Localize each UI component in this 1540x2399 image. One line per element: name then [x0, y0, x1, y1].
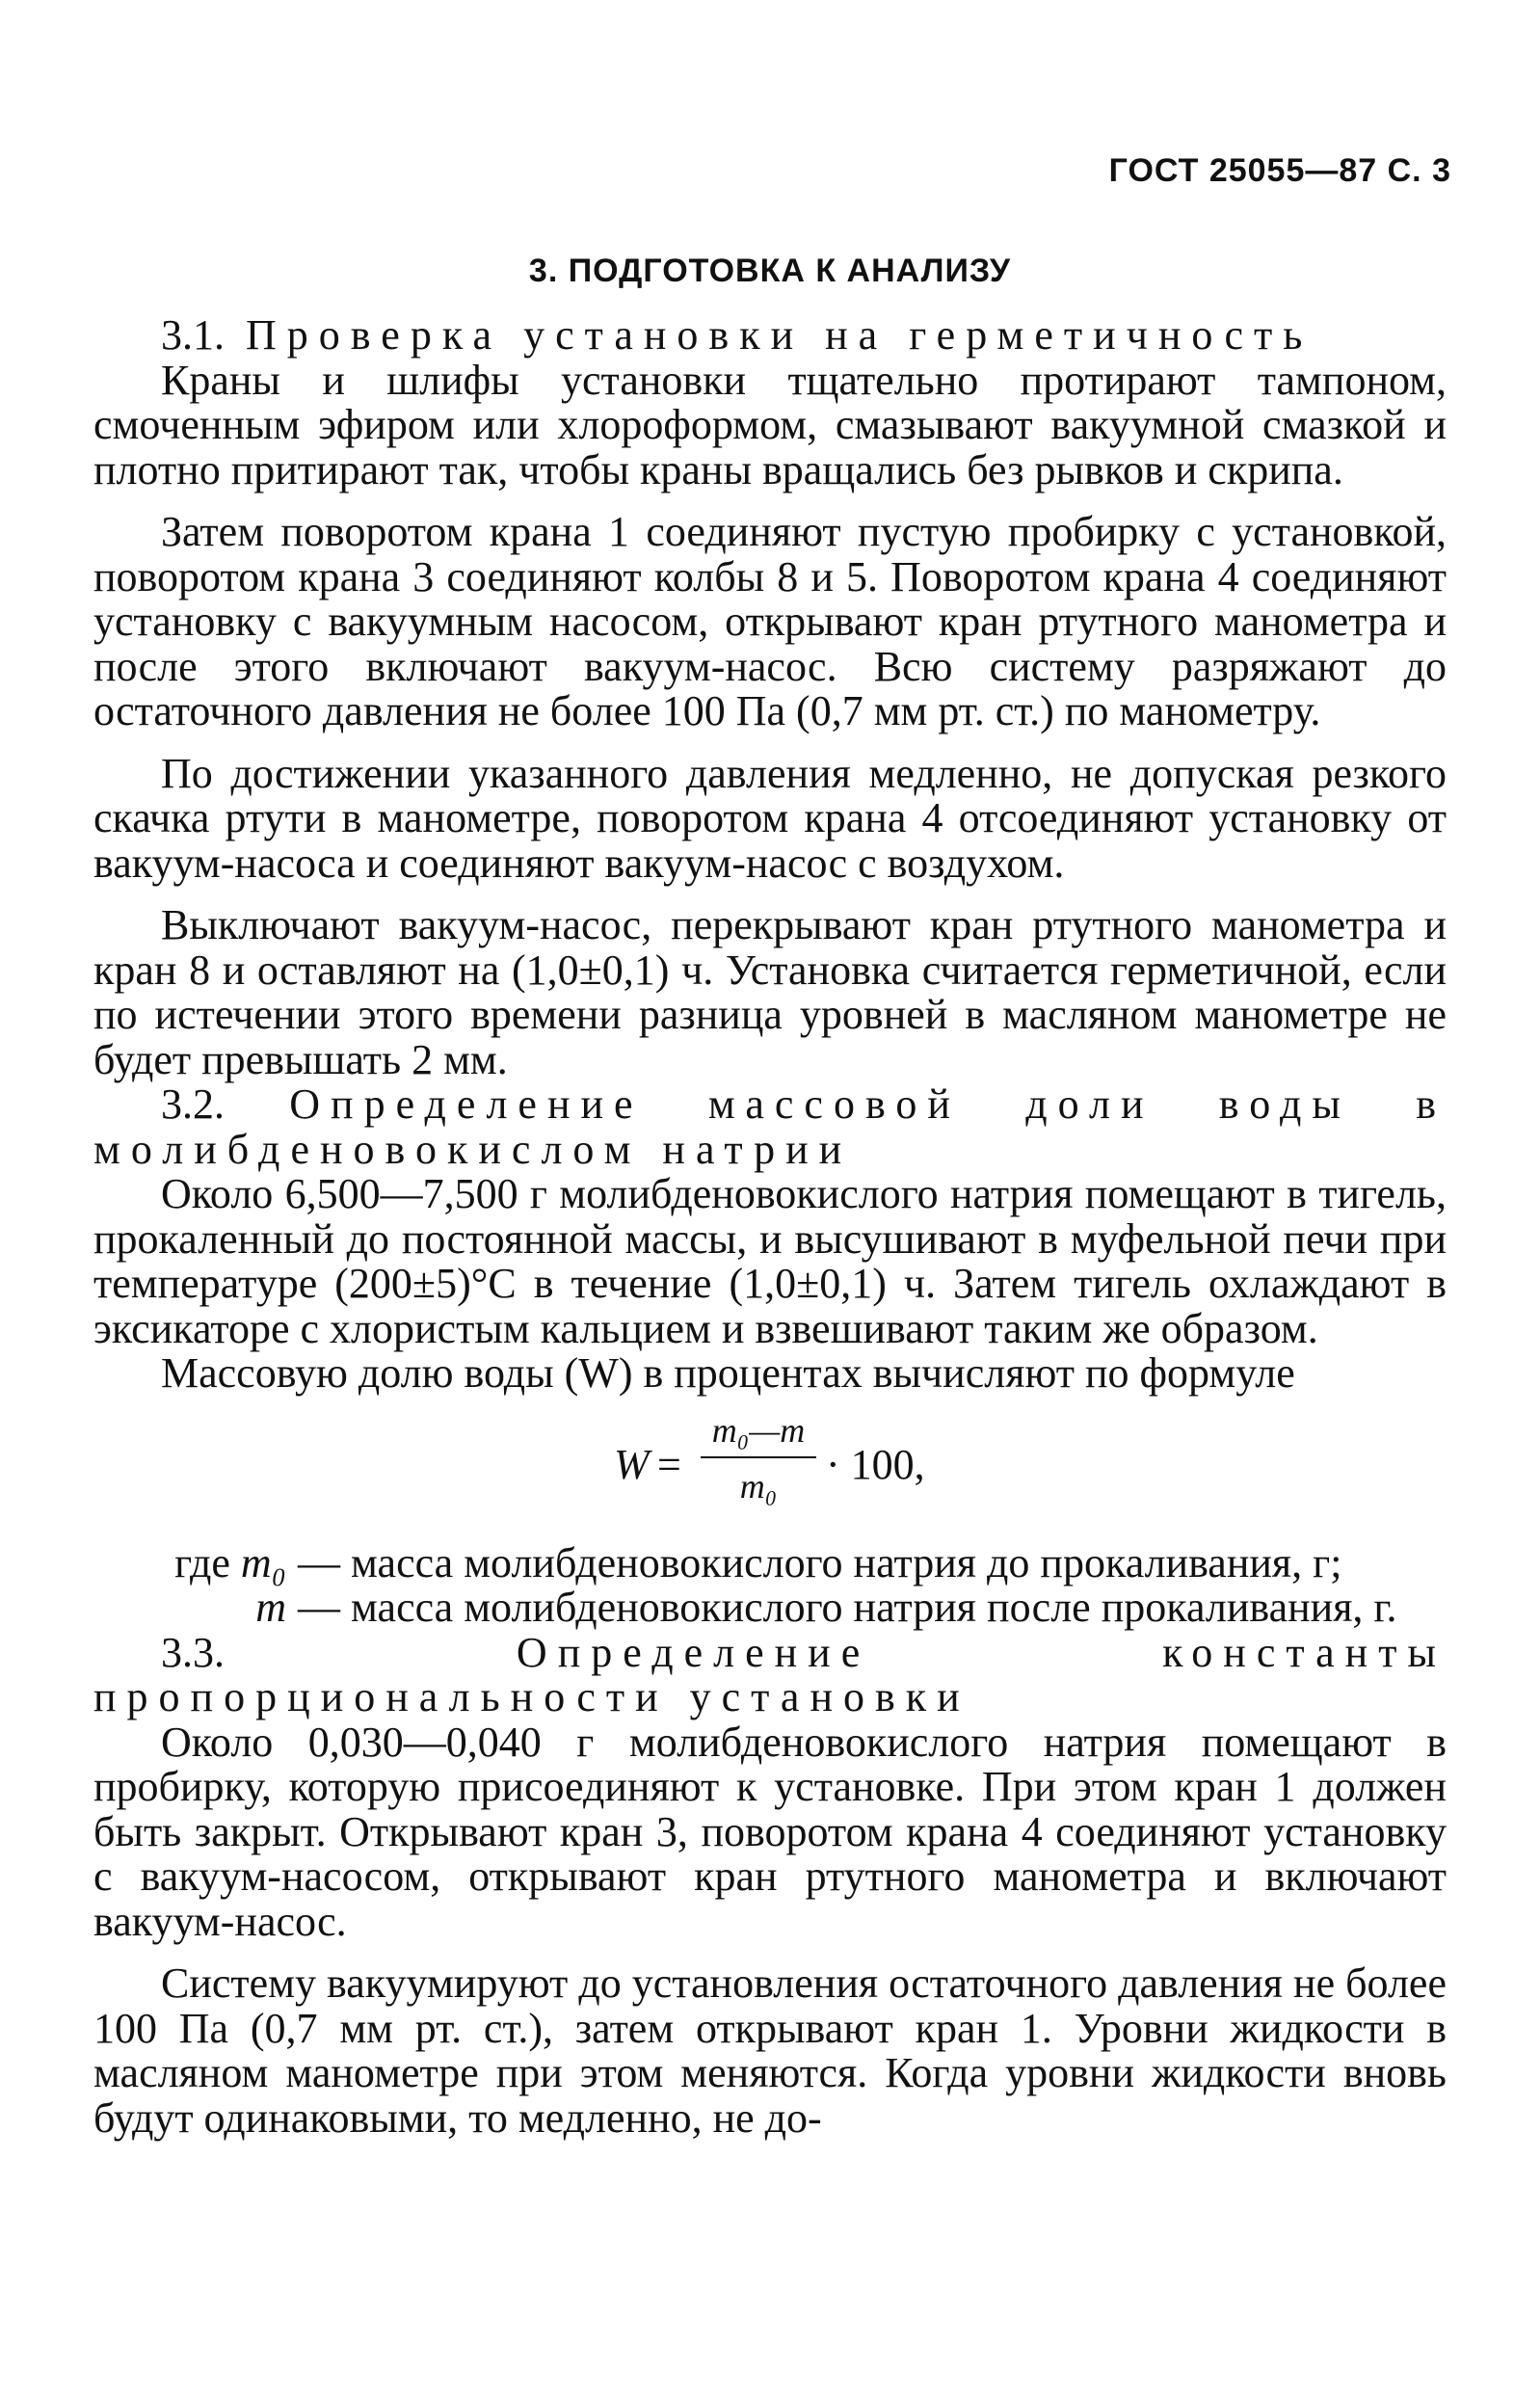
legend-symbol [93, 1586, 298, 1631]
formula-denominator: m₀ [739, 1467, 778, 1506]
legend-row [93, 1538, 1447, 1586]
subsection-heading-3-3 [93, 1628, 1447, 1720]
formula-fraction [701, 1408, 816, 1509]
formula-legend [93, 1538, 1447, 1631]
paragraph: Около 0,030—0,040 г молибденовокислого натрия помещают в пробирку, которую присоединяют к установке. При этом кран 1 должен быть закрыт. Открывают кран 3, поворотом крана 4 соединяют установку с вакуум-насосом, открывают кран ртутного манометра и включают вакуум-насос. [93, 1718, 1447, 1945]
formula-multiplier: · 100, [826, 1440, 925, 1488]
paragraph: По достижении указанного давления медленно, не допуская резкого скачка ртути в манометре, поворотом крана 4 отсоединяют установку от вакуум-насоса и соединяют вакуум-насос с воздухом. [93, 749, 1447, 887]
legend-row [93, 1586, 1447, 1631]
section-title: 3. ПОДГОТОВКА К АНАЛИЗУ [528, 253, 1012, 289]
subsection-title: Проверка установки на герметичность [246, 311, 1314, 359]
legend-sym: m [255, 1584, 286, 1631]
legend-desc: — масса молибденовокислого натрия до прокаливания, г; [298, 1538, 1342, 1586]
paragraph: Около 6,500—7,500 г молибденовокислого натрия помещают в тигель, прокаленный до постоянной массы, и высушивают в муфельной печи при температуре (200±5)°С в течение (1,0±0,1) ч. Затем тигель охлаждают в эксикаторе с хлористым кальцием и взвешивают таким же образом. [93, 1170, 1447, 1352]
subsection-heading-3-2 [93, 1082, 1447, 1172]
subsection-number: 3.2. [161, 1080, 225, 1128]
document-body [93, 313, 1447, 2141]
page-header: ГОСТ 25055—87 С. 3 [1108, 152, 1451, 189]
formula-numerator: m₀—m [701, 1408, 816, 1459]
paragraph: Массовую долю воды (W) в процентах вычисляют по формуле [161, 1349, 1295, 1397]
subsection-title: Определение массовой доли воды в молибденовокислом натрии [93, 1080, 1447, 1173]
subsection-number: 3.1. [161, 311, 225, 359]
subsection-number: 3.3. [161, 1628, 225, 1676]
formula-lhs: W [614, 1440, 650, 1488]
subsection-heading-3-1 [93, 313, 1447, 359]
formula-equals: = [657, 1440, 681, 1488]
paragraph: Затем поворотом крана 1 соединяют пустую пробирку с установкой, поворотом крана 3 соединяют колбы 8 и 5. Поворотом крана 4 соединяют установку с вакуумным насосом, открывают кран ртутного манометра и после этого включают вакуум-насос. Всю систему разряжают до остаточного давления не более 100 Па (0,7 мм рт. ст.) по манометру. [93, 508, 1447, 734]
subsection-title: Определение константы пропорциональности установки [93, 1628, 1447, 1720]
legend-desc: — масса молибденовокислого натрия после прокаливания, г. [298, 1584, 1397, 1631]
legend-symbol [93, 1538, 298, 1586]
paragraph: Систему вакуумируют до установления остаточного давления не более 100 Па (0,7 мм рт. ст.), затем открывают кран 1. Уровни жидкости в масляном манометре при этом меняются. Когда уровни жидкости вновь будут одинаковыми, то медленно, не до- [93, 1959, 1447, 2142]
legend-sym: m₀ [240, 1538, 286, 1586]
paragraph: Выключают вакуум-насос, перекрывают кран ртутного манометра и кран 8 и оставляют на (1,0±0,1) ч. Установка считается герметичной, если по истечении этого времени разница уровней в масляном манометре не будет превышать 2 мм. [93, 901, 1447, 1083]
formula [93, 1402, 1447, 1537]
legend-lead: где [174, 1538, 230, 1586]
paragraph: Краны и шлифы установки тщательно протирают тампоном, смоченным эфиром или хлороформом, смазывают вакуумной смазкой и плотно притирают так, чтобы краны вращались без рывков и скрипа. [93, 356, 1447, 493]
